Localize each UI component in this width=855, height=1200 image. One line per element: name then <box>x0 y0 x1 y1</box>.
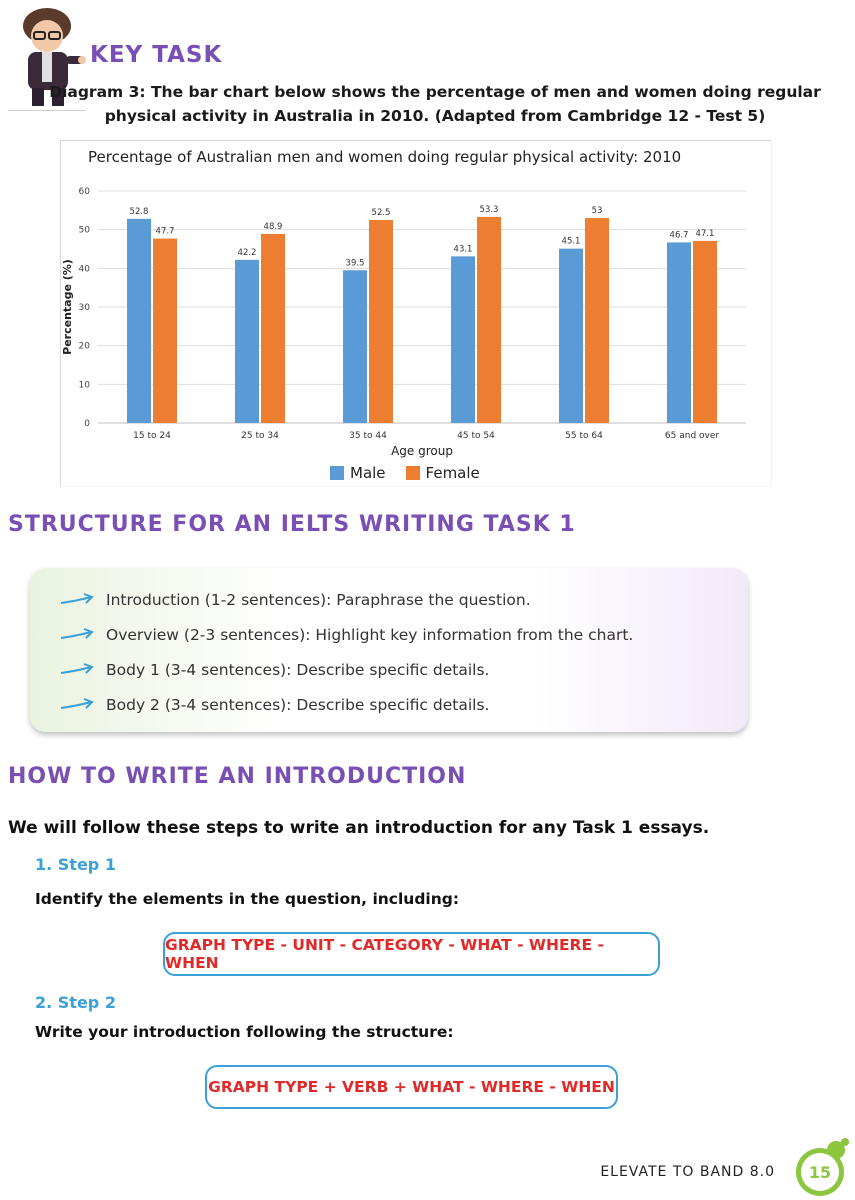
bar-female <box>585 218 609 423</box>
structure-item <box>60 652 633 687</box>
arrow-right-icon <box>60 628 94 642</box>
y-tick-label: 30 <box>78 303 90 313</box>
legend-label-male: Male <box>350 464 386 482</box>
y-tick-label: 40 <box>78 264 90 275</box>
key-task-heading: KEY TASK <box>90 42 223 68</box>
x-axis-label: Age group <box>391 444 453 458</box>
page-number: 15 <box>808 1163 832 1182</box>
x-tick-label: 25 to 34 <box>241 431 279 441</box>
y-tick-label: 10 <box>78 380 90 391</box>
bar-female <box>369 220 393 423</box>
data-label: 52.8 <box>129 206 149 217</box>
footer-text: ELEVATE TO BAND 8.0 <box>600 1164 775 1180</box>
x-tick-label: 15 to 24 <box>133 431 171 441</box>
data-label: 42.2 <box>237 247 257 258</box>
legend-swatch-female <box>406 466 420 480</box>
data-label: 52.5 <box>371 208 391 218</box>
data-label: 43.1 <box>453 244 473 255</box>
bar-female <box>261 234 285 423</box>
structure-item-text: Introduction (1-2 sentences): Paraphrase the question. <box>106 590 531 609</box>
bar-female <box>693 241 717 423</box>
data-label: 47.1 <box>695 228 715 239</box>
data-label: 39.5 <box>345 258 365 269</box>
y-tick-label: 60 <box>78 187 90 197</box>
structure-item-text: Body 1 (3-4 sentences): Describe specific details. <box>106 660 490 679</box>
introduction-heading: HOW TO WRITE AN INTRODUCTION <box>8 764 467 789</box>
step2-title: 2. Step 2 <box>35 993 116 1012</box>
page-number-badge <box>790 1138 850 1200</box>
data-label: 53.3 <box>479 204 499 215</box>
bar-chart <box>0 0 855 500</box>
legend-label-female: Female <box>425 464 480 482</box>
y-tick-label: 0 <box>84 419 90 429</box>
structure-item <box>60 687 633 722</box>
data-label: 46.7 <box>669 230 689 241</box>
arrow-right-icon <box>60 698 94 712</box>
step1-formula: GRAPH TYPE - UNIT - CATEGORY - WHAT - WHERE - WHEN <box>163 932 660 976</box>
x-tick-label: 45 to 54 <box>457 431 495 441</box>
steps-intro-text: We will follow these steps to write an introduction for any Task 1 essays. <box>8 818 710 838</box>
structure-list <box>60 582 633 722</box>
data-label: 47.7 <box>155 226 175 237</box>
step1-description: Identify the elements in the question, including: <box>35 890 460 908</box>
bar-female <box>153 239 177 423</box>
chart-legend <box>330 464 500 482</box>
bar-male <box>667 242 691 423</box>
legend-swatch-male <box>330 466 344 480</box>
legend-item-female <box>406 464 480 482</box>
structure-item <box>60 582 633 617</box>
data-label: 48.9 <box>263 221 283 232</box>
step2-formula: GRAPH TYPE + VERB + WHAT - WHERE - WHEN <box>205 1065 618 1109</box>
y-axis-label: Percentage (%) <box>61 259 74 355</box>
bar-male <box>559 249 583 423</box>
structure-item <box>60 617 633 652</box>
y-tick-label: 50 <box>78 225 90 236</box>
x-tick-label: 35 to 44 <box>349 431 387 441</box>
chart-title: Percentage of Australian men and women doing regular physical activity: 2010 <box>88 148 682 166</box>
data-label: 53 <box>591 206 603 217</box>
step1-title: 1. Step 1 <box>35 855 116 874</box>
data-label: 45.1 <box>561 236 581 247</box>
arrow-right-icon <box>60 663 94 677</box>
step2-description: Write your introduction following the structure: <box>35 1023 454 1041</box>
bar-female <box>477 217 501 423</box>
x-tick-label: 65 and over <box>664 431 720 441</box>
legend-item-male <box>330 464 386 482</box>
x-tick-label: 55 to 64 <box>565 431 603 441</box>
bar-male <box>235 260 259 423</box>
bar-male <box>451 256 475 423</box>
structure-item-text: Body 2 (3-4 sentences): Describe specific details. <box>106 695 490 714</box>
bar-male <box>343 270 367 423</box>
structure-item-text: Overview (2-3 sentences): Highlight key information from the chart. <box>106 625 634 644</box>
arrow-right-icon <box>60 593 94 607</box>
y-tick-label: 20 <box>78 341 90 352</box>
diagram-description: Diagram 3: The bar chart below shows the percentage of men and women doing regular physical activity in Australia in 2010. (Adapted from Cambridge 12 - Test 5) <box>49 83 821 125</box>
bar-male <box>127 219 151 423</box>
structure-heading: STRUCTURE FOR AN IELTS WRITING TASK 1 <box>8 512 576 537</box>
